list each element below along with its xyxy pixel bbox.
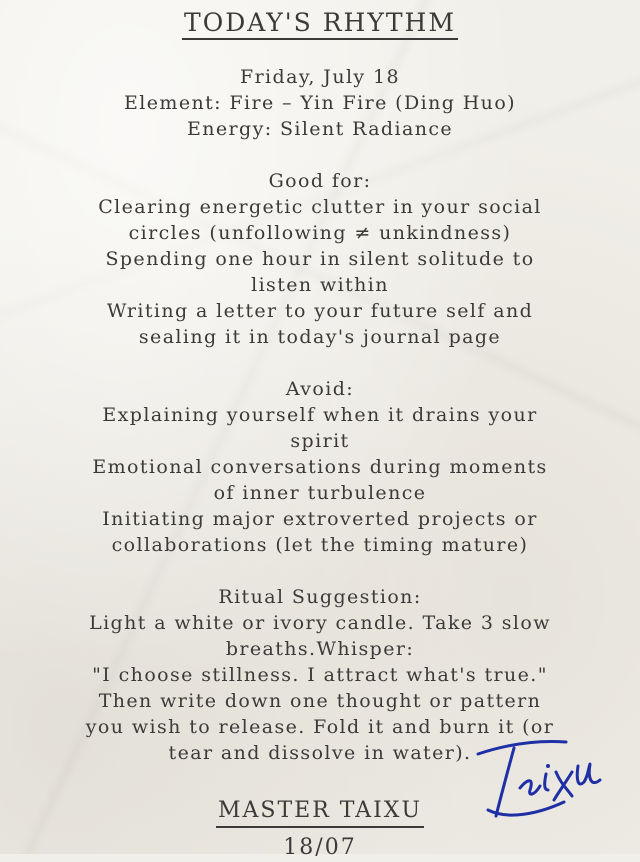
avoid-line: Emotional conversations during moments	[92, 456, 548, 478]
ritual-line: Light a white or ivory candle. Take 3 slow	[89, 612, 551, 634]
avoid-line: of inner turbulence	[213, 482, 427, 504]
author-name: MASTER TAIXU	[216, 796, 424, 828]
element-line: Element: Fire – Yin Fire (Ding Huo)	[124, 92, 516, 114]
ritual-line: tear and dissolve in water).	[168, 742, 472, 764]
page-title: TODAY'S RHYTHM	[182, 8, 458, 40]
avoid-line: Explaining yourself when it drains your	[102, 404, 538, 426]
date-line: Friday, July 18	[239, 66, 400, 88]
good-for-section	[30, 168, 610, 350]
day-info	[30, 64, 610, 142]
energy-line: Energy: Silent Radiance	[186, 118, 454, 140]
ritual-line: you wish to release. Fold it and burn it (or	[85, 716, 555, 738]
good-for-heading: Good for:	[268, 170, 372, 192]
good-for-line: Writing a letter to your future self and	[106, 300, 534, 322]
avoid-line: Initiating major extroverted projects or	[102, 508, 538, 530]
good-for-line: sealing it in today's journal page	[138, 326, 502, 348]
avoid-line: collaborations (let the timing mature)	[111, 534, 529, 556]
good-for-line: circles (unfollowing ≠ unkindness)	[128, 222, 512, 244]
good-for-line: Clearing energetic clutter in your social	[98, 196, 542, 218]
avoid-heading: Avoid:	[285, 378, 355, 400]
good-for-line: listen within	[251, 274, 389, 296]
avoid-line: spirit	[290, 430, 350, 452]
ritual-line: "I choose stillness. I attract what's true."	[92, 664, 548, 686]
signoff-date: 18/07	[283, 835, 357, 860]
handwritten-signature	[468, 730, 608, 825]
ritual-line: breaths.Whisper:	[225, 638, 415, 660]
good-for-line: Spending one hour in silent solitude to	[105, 248, 535, 270]
ritual-heading: Ritual Suggestion:	[218, 586, 422, 608]
ritual-line: Then write down one thought or pattern	[98, 690, 542, 712]
avoid-section	[30, 376, 610, 558]
